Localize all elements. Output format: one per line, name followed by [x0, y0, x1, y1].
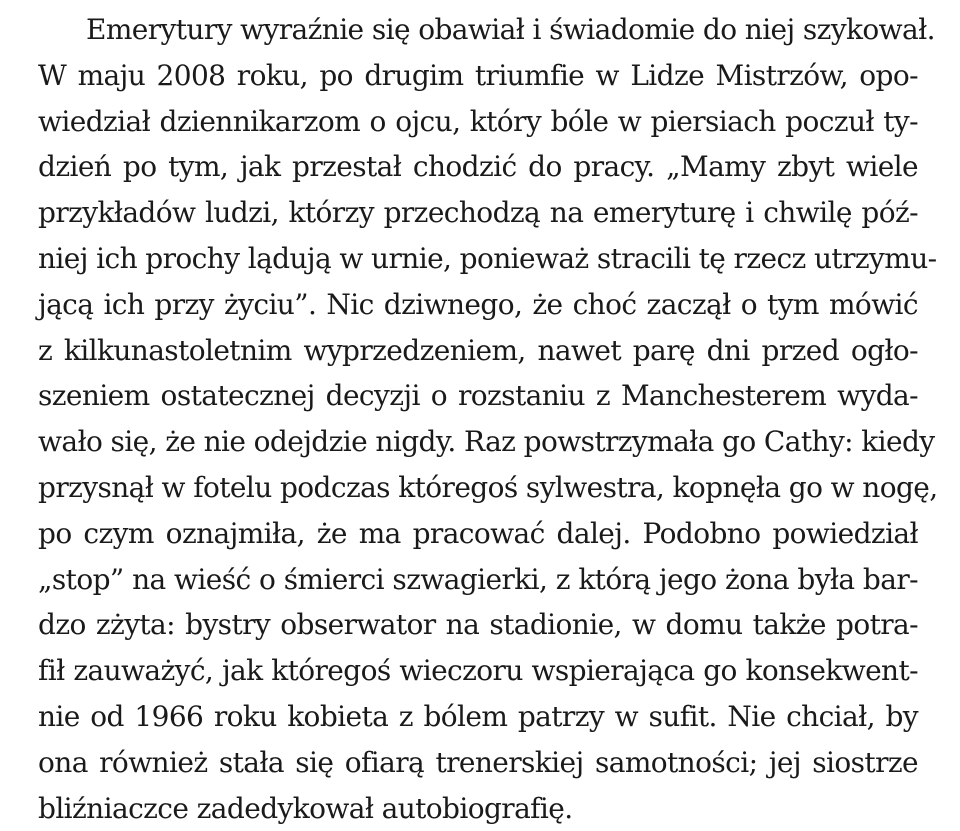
text-line: ona również stała się ofiarą trenerskiej samotności; jej siostrze	[38, 745, 918, 779]
text-line: fił zauważyć, jak któregoś wieczoru wspierająca go konsekwent-	[38, 654, 918, 688]
text-line: przysnął w fotelu podczas któregoś sylwestra, kopnęła go w nogę,	[38, 470, 938, 504]
text-line: wiedział dziennikarzom o ojcu, który bóle w piersiach poczuł ty-	[38, 104, 918, 138]
text-line: dzień po tym, jak przestał chodzić do pracy. „Mamy zbyt wiele	[38, 150, 918, 184]
text-line: niej ich prochy lądują w urnie, ponieważ stracili tę rzecz utrzymu-	[38, 241, 937, 275]
text-line: nie od 1966 roku kobieta z bólem patrzy w sufit. Nie chciał, by	[38, 699, 918, 733]
text-line: po czym oznajmiła, że ma pracować dalej. Podobno powiedział	[38, 516, 918, 550]
text-line: Emerytury wyraźnie się obawiał i świadomie do niej szykował.	[86, 13, 935, 46]
text-line: wało się, że nie odejdzie nigdy. Raz powstrzymała go Cathy: kiedy	[38, 425, 935, 459]
text-line: dzo zżyta: bystry obserwator na stadionie, w domu także potra-	[38, 608, 918, 642]
text-line: z kilkunastoletnim wyprzedzeniem, nawet parę dni przed ogło-	[38, 333, 918, 367]
text-line: bliźniaczce zadedykował autobiografię.	[38, 791, 573, 825]
text-line: jącą ich przy życiu”. Nic dziwnego, że choć zaczął o tym mówić	[38, 287, 918, 321]
paragraph	[38, 7, 938, 831]
text-line: szeniem ostatecznej decyzji o rozstaniu z Manchesterem wyda-	[38, 379, 918, 413]
text-line: W maju 2008 roku, po drugim triumfie w Lidze Mistrzów, opo-	[38, 58, 918, 92]
text-line: przykładów ludzi, którzy przechodzą na emeryturę i chwilę póź-	[38, 196, 918, 230]
text-line: „stop” na wieść o śmierci szwagierki, z którą jego żona była bar-	[38, 562, 918, 596]
